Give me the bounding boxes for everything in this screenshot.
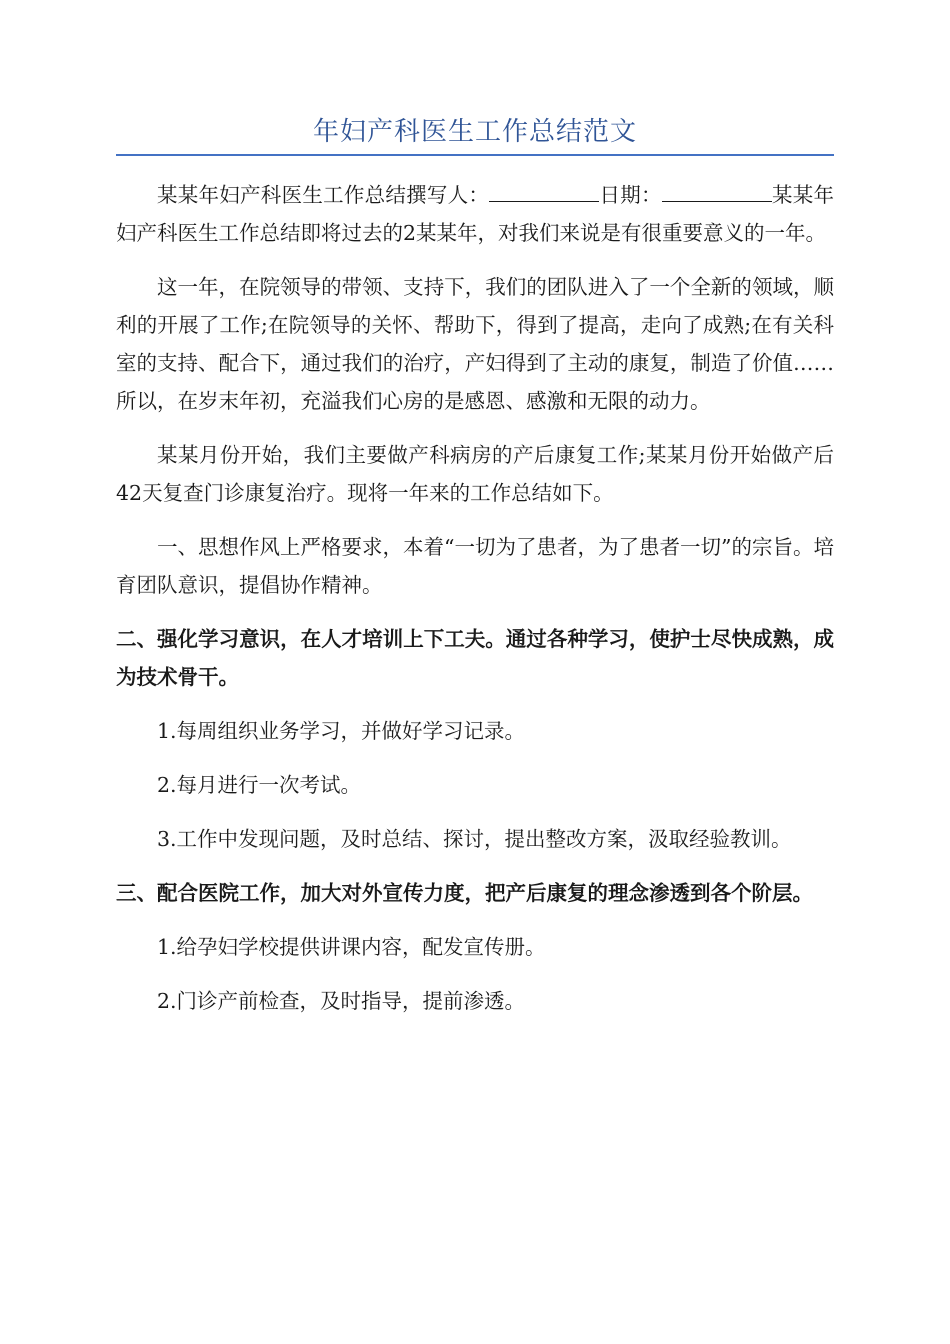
section-3-item: 1.给孕妇学校提供讲课内容，配发宣传册。 [157, 935, 546, 959]
date-label: 日期： [599, 183, 662, 207]
author-blank [489, 179, 599, 202]
paragraph-1: 这一年，在院领导的带领、支持下，我们的团队进入了一个全新的领域，顺利的开展了工作;在院领导的关怀、帮助下，得到了提高，走向了成熟;在有关科室的支持、配合下，通过我们的治疗，产妇得到了主动的康复，制造了价值……所以，在岁末年初，充溢我们心房的是感恩、感激和无限的动力。 [116, 275, 834, 413]
document-title: 年妇产科医生工作总结范文 [312, 117, 637, 147]
title-underline [116, 154, 834, 156]
section-2-item: 2.每月进行一次考试。 [157, 773, 362, 797]
section-3-item: 2.门诊产前检查，及时指导，提前渗透。 [157, 989, 526, 1013]
paragraph-2: 某某月份开始，我们主要做产科病房的产后康复工作;某某月份开始做产后42天复查门诊康复治疗。现将一年来的工作总结如下。 [116, 443, 834, 505]
section-3-heading: 三、配合医院工作，加大对外宣传力度，把产后康复的理念渗透到各个阶层。 [116, 881, 813, 905]
section-2-item: 1.每周组织业务学习，并做好学习记录。 [157, 719, 526, 743]
header-continuation: 某某年妇产科医生工作总结即将过去的2某某年，对我们来说是有很重要意义的一年。 [116, 183, 835, 245]
section-1-text: 一、思想作风上严格要求，本着“一切为了患者，为了患者一切”的宗旨。培育团队意识，提倡协作精神。 [116, 535, 834, 597]
document-page [116, 0, 834, 1036]
section-2-heading: 二、强化学习意识，在人才培训上下工夫。通过各种学习，使护士尽快成熟，成为技术骨干。 [116, 627, 834, 689]
section-2-item: 3.工作中发现问题，及时总结、探讨，提出整改方案，汲取经验教训。 [157, 827, 792, 851]
date-blank [662, 179, 772, 202]
author-label: 某某年妇产科医生工作总结撰写人： [157, 183, 490, 207]
header-paragraph [116, 176, 834, 252]
